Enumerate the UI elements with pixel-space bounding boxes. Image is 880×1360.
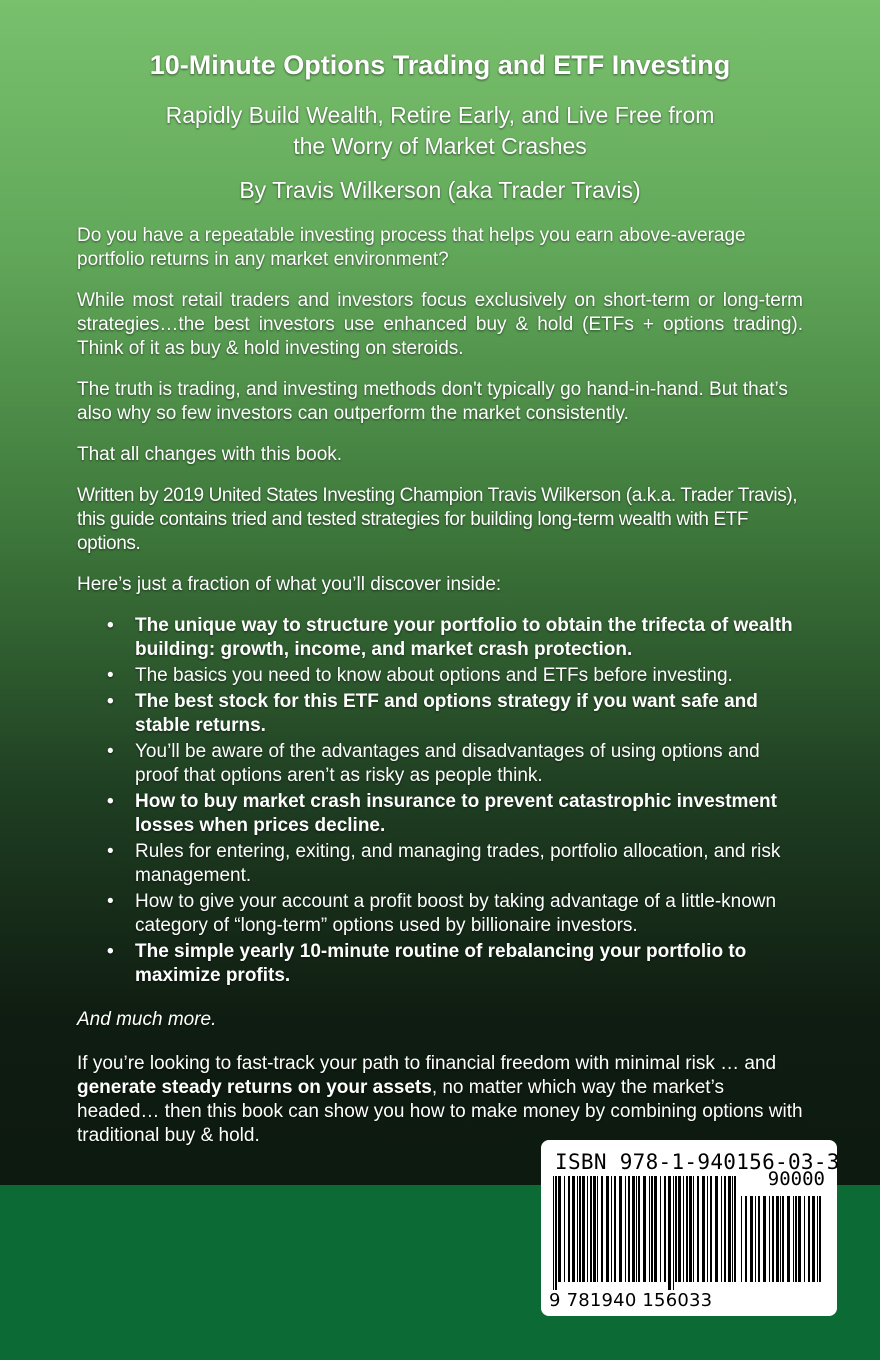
barcode-bar bbox=[724, 1176, 726, 1282]
book-author: By Travis Wilkerson (aka Trader Travis) bbox=[239, 177, 641, 203]
barcode-bar bbox=[568, 1176, 570, 1282]
barcode-bar bbox=[572, 1176, 575, 1282]
barcode-bar bbox=[638, 1176, 640, 1282]
barcode-bar bbox=[654, 1176, 657, 1282]
barcode-bar bbox=[577, 1176, 578, 1282]
barcode-bar bbox=[579, 1176, 581, 1282]
barcode-bar bbox=[590, 1176, 592, 1282]
barcode-bar bbox=[745, 1196, 747, 1282]
price-code: 90000 bbox=[767, 1168, 825, 1190]
barcode-bar bbox=[787, 1196, 790, 1282]
barcode-bar bbox=[582, 1176, 585, 1282]
barcode-bar bbox=[643, 1176, 646, 1282]
barcode-bar bbox=[732, 1176, 733, 1282]
barcode-bar bbox=[763, 1196, 766, 1282]
barcode-bar bbox=[593, 1176, 596, 1282]
barcode-bar bbox=[632, 1176, 635, 1282]
list-item: • How to buy market crash insurance to prevent catastrophic investment losses when prices decline. bbox=[107, 791, 777, 836]
bullet-icon: • bbox=[107, 891, 114, 912]
ean-digits: 9 781940 156033 bbox=[549, 1290, 713, 1311]
barcode-bar bbox=[651, 1176, 653, 1282]
barcode-bar bbox=[702, 1176, 705, 1282]
blurb-paragraph-intro-list: Here’s just a fraction of what you’ll discover inside: bbox=[77, 574, 502, 595]
barcode-bar bbox=[587, 1176, 588, 1282]
barcode-bar bbox=[710, 1176, 712, 1282]
barcode-bar bbox=[782, 1196, 784, 1282]
blurb-paragraph-author: Written by 2019 United States Investing Champion Travis Wilkerson (a.k.a. Trader Travis), this guide contains tried and tested strategies for building long-term wealth with ETF options. bbox=[77, 485, 798, 554]
barcode-bar bbox=[675, 1176, 677, 1282]
barcode-bar bbox=[741, 1196, 742, 1282]
barcode-bar bbox=[769, 1196, 770, 1282]
barcode-bar bbox=[649, 1176, 650, 1282]
barcode-bar bbox=[750, 1196, 753, 1282]
list-item: • The unique way to structure your portfolio to obtain the trifecta of wealth building: growth, income, and market crash protection. bbox=[107, 615, 793, 660]
barcode-bar bbox=[606, 1176, 609, 1282]
barcode-bar bbox=[812, 1196, 815, 1282]
barcode-bar bbox=[693, 1176, 694, 1282]
barcode-bar bbox=[683, 1176, 684, 1282]
isbn-number: ISBN 978-1-940156-03-3 bbox=[555, 1150, 840, 1174]
barcode-bar bbox=[619, 1176, 622, 1282]
and-much-more: And much more. bbox=[77, 1009, 217, 1030]
bullet-icon: • bbox=[107, 691, 114, 712]
barcode-bar bbox=[664, 1176, 666, 1282]
barcode-bar bbox=[597, 1176, 598, 1282]
closing-emphasis: generate steady returns on your assets bbox=[77, 1077, 432, 1098]
list-item: • The basics you need to know about options and ETFs before investing. bbox=[107, 665, 733, 686]
barcode-bar bbox=[564, 1176, 565, 1282]
barcode-bar bbox=[628, 1176, 630, 1282]
barcode-bar bbox=[758, 1196, 760, 1282]
barcode-bar bbox=[611, 1176, 612, 1282]
barcode-bar bbox=[772, 1196, 774, 1282]
bullet-icon: • bbox=[107, 941, 114, 962]
addon-barcode-bars bbox=[741, 1196, 823, 1290]
barcode-bar bbox=[678, 1176, 681, 1282]
barcode-bar bbox=[817, 1196, 818, 1282]
barcode-bar bbox=[819, 1196, 821, 1282]
blurb-paragraph-changes: That all changes with this book. bbox=[77, 444, 343, 465]
list-item: • Rules for entering, exiting, and managing trades, portfolio allocation, and risk management. bbox=[107, 841, 781, 886]
barcode-bar bbox=[601, 1176, 603, 1282]
barcode-bar bbox=[755, 1196, 756, 1282]
barcode-bar bbox=[721, 1176, 722, 1282]
barcode-bar bbox=[728, 1176, 731, 1282]
book-subtitle: Rapidly Build Wealth, Retire Early, and Live Free from the Worry of Market Crashes bbox=[165, 102, 715, 159]
blurb-paragraph-question: Do you have a repeatable investing process that helps you earn above-average portfolio returns in any market environment? bbox=[77, 225, 746, 270]
blurb-body bbox=[77, 224, 803, 1165]
feature-list bbox=[77, 614, 803, 988]
barcode-bar bbox=[697, 1176, 699, 1282]
barcode-bar bbox=[808, 1196, 810, 1282]
barcode-bar bbox=[780, 1196, 781, 1282]
barcode-bar bbox=[804, 1196, 805, 1282]
barcode-bar bbox=[715, 1176, 718, 1282]
barcode-bar bbox=[673, 1176, 674, 1290]
closing-paragraph: If you’re looking to fast-track your path to financial freedom with minimal risk … and generate steady returns on your assets, no matter which way the market’s headed… then this book can show you how to make money by combining options with traditional buy & hold. bbox=[77, 1053, 803, 1146]
bullet-icon: • bbox=[107, 615, 114, 636]
isbn-barcode bbox=[541, 1140, 840, 1316]
barcode-bar bbox=[668, 1176, 671, 1290]
barcode-bar bbox=[776, 1196, 779, 1282]
list-item: • The best stock for this ETF and options strategy if you want safe and stable returns. bbox=[107, 691, 758, 736]
barcode-bar bbox=[636, 1176, 637, 1282]
list-item: • How to give your account a profit boost by taking advantage of a little-known category of “long-term” options used by billionaire investors. bbox=[107, 891, 777, 936]
barcode-bar bbox=[555, 1176, 557, 1290]
barcode-bar bbox=[558, 1176, 561, 1282]
book-title: 10-Minute Options Trading and ETF Investing bbox=[149, 50, 731, 80]
barcode-bar bbox=[793, 1196, 794, 1282]
blurb-paragraph-truth: The truth is trading, and investing methods don't typically go hand-in-hand. But that’s also why so few investors can outperform the market consistently. bbox=[77, 379, 788, 424]
barcode-bar bbox=[625, 1176, 626, 1282]
barcode-bar bbox=[795, 1196, 797, 1282]
barcode-bar bbox=[614, 1176, 616, 1282]
ean-barcode-bars bbox=[553, 1176, 739, 1290]
barcode-bar bbox=[689, 1176, 692, 1282]
list-item: • The simple yearly 10-minute routine of rebalancing your portfolio to maximize profits. bbox=[107, 941, 747, 986]
blurb-paragraph-strategies: While most retail traders and investors focus exclusively on short-term or long-term strategies…the best investors use enhanced buy & hold (ETFs + options trading). Think of it as buy & hold investing on steroids. bbox=[77, 290, 803, 359]
bullet-icon: • bbox=[107, 741, 114, 762]
bullet-icon: • bbox=[107, 665, 114, 686]
bullet-icon: • bbox=[107, 841, 114, 862]
barcode-bar bbox=[734, 1176, 736, 1282]
bullet-icon: • bbox=[107, 791, 114, 812]
barcode-bar bbox=[553, 1176, 554, 1290]
list-item: • You’ll be aware of the advantages and disadvantages of using options and proof that options aren’t as risky as people think. bbox=[107, 741, 760, 786]
barcode-bar bbox=[686, 1176, 688, 1282]
barcode-bar bbox=[798, 1196, 801, 1282]
barcode-bar bbox=[707, 1176, 708, 1282]
barcode-bar bbox=[660, 1176, 661, 1282]
